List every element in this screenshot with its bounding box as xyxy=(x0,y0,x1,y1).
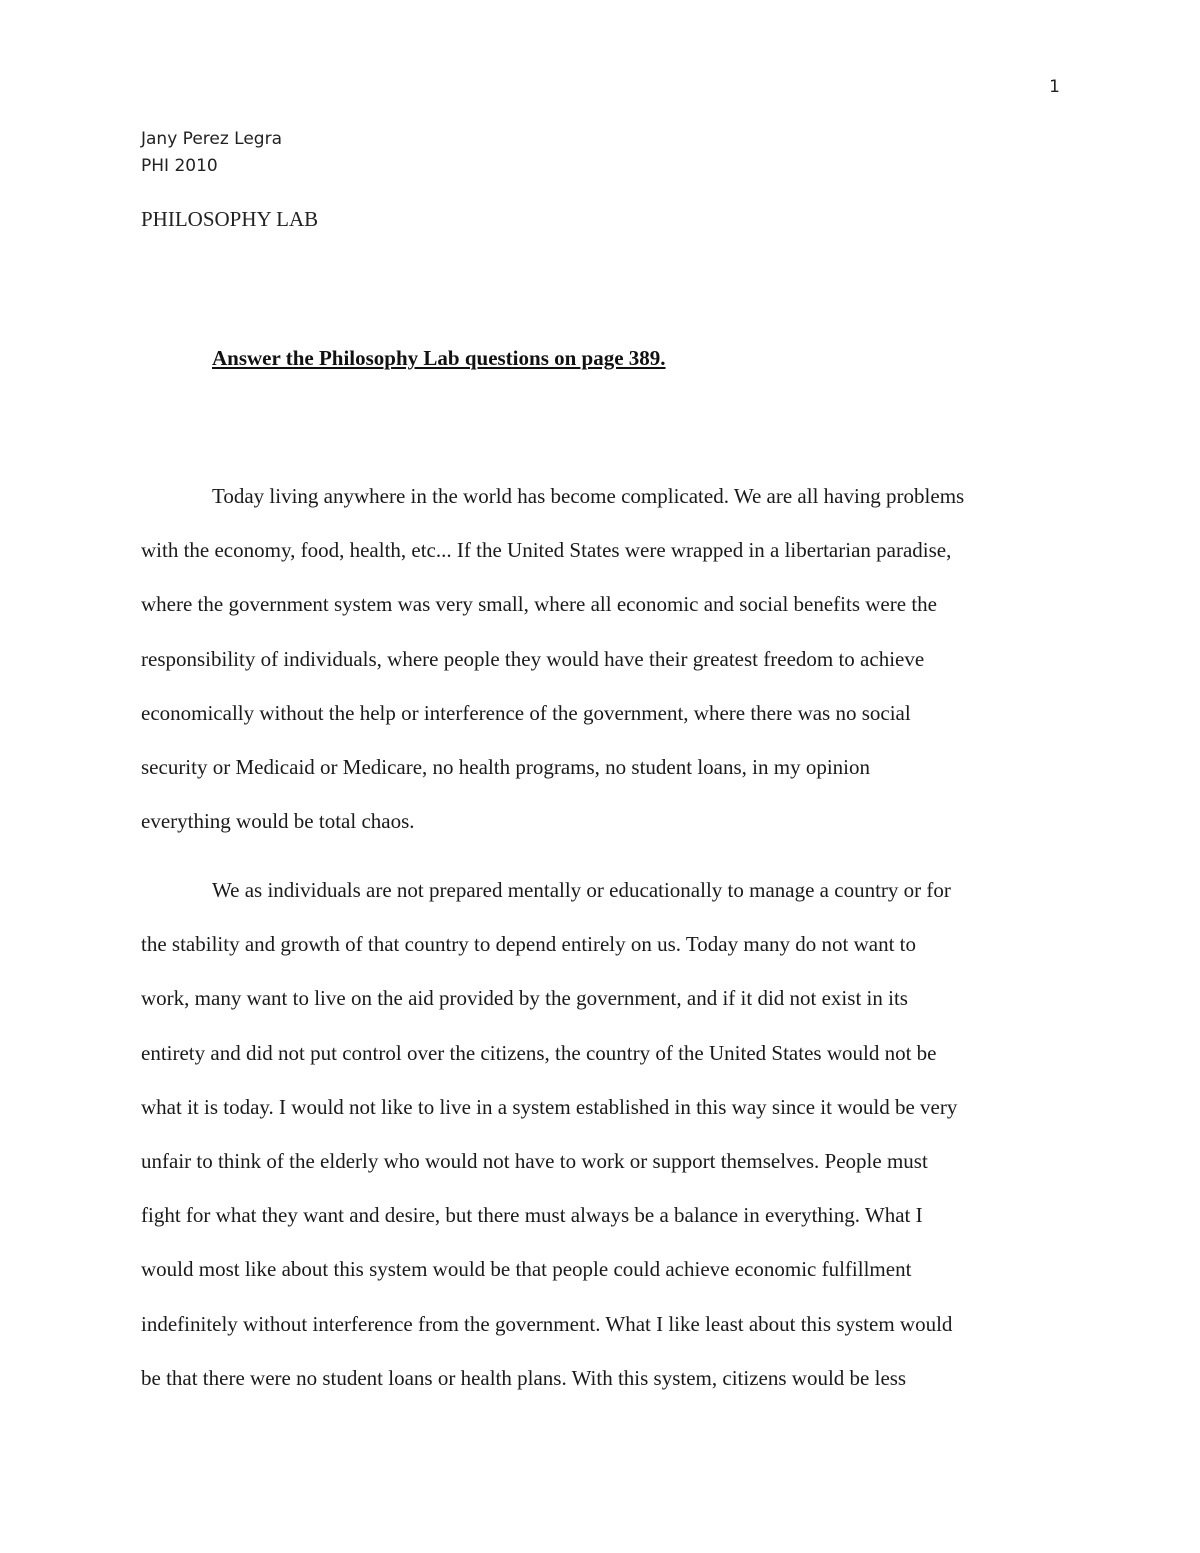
paragraph-line: everything would be total chaos. xyxy=(141,809,415,834)
paragraph-line: what it is today. I would not like to live in a system established in this way since it would be very xyxy=(141,1094,958,1119)
paragraph-line: work, many want to live on the aid provided by the government, and if it did not exist in its xyxy=(141,986,908,1011)
paragraph-line: unfair to think of the elderly who would not have to work or support themselves. People must xyxy=(141,1148,928,1173)
paragraph-line: the stability and growth of that country to depend entirely on us. Today many do not want to xyxy=(141,932,917,957)
header-block xyxy=(141,126,282,180)
paragraph-line: would most like about this system would be that people could achieve economic fulfillment xyxy=(141,1257,912,1282)
paragraph-line: responsibility of individuals, where people they would have their greatest freedom to achieve xyxy=(141,646,925,671)
paragraph-line: with the economy, food, health, etc... If the United States were wrapped in a libertarian paradise, xyxy=(141,538,952,563)
paragraph-1 xyxy=(141,483,1061,862)
course-code: PHI 2010 xyxy=(141,156,218,176)
paragraph-line: fight for what they want and desire, but there must always be a balance in everything. What I xyxy=(141,1203,923,1228)
paragraph-line: entirety and did not put control over the citizens, the country of the United States would not be xyxy=(141,1040,937,1065)
page-number: 1 xyxy=(1049,77,1060,97)
paragraph-line: indefinitely without interference from the government. What I like least about this system would xyxy=(141,1311,953,1336)
paragraph-line: where the government system was very small, where all economic and social benefits were the xyxy=(141,592,937,617)
paragraph-line: security or Medicaid or Medicare, no health programs, no student loans, in my opinion xyxy=(141,754,871,779)
paragraph-line: be that there were no student loans or health plans. With this system, citizens would be less xyxy=(141,1365,907,1390)
lab-title: PHILOSOPHY LAB xyxy=(141,207,319,231)
author-name: Jany Perez Legra xyxy=(141,129,283,149)
question-heading: Answer the Philosophy Lab questions on page 389. xyxy=(212,346,666,370)
paragraph-line: economically without the help or interference of the government, where there was no social xyxy=(141,700,911,725)
paragraph-line: Today living anywhere in the world has become complicated. We are all having problems xyxy=(212,484,965,508)
paragraph-line: We as individuals are not prepared mentally or educationally to manage a country or for xyxy=(212,878,951,902)
paragraph-2 xyxy=(141,877,1061,1419)
